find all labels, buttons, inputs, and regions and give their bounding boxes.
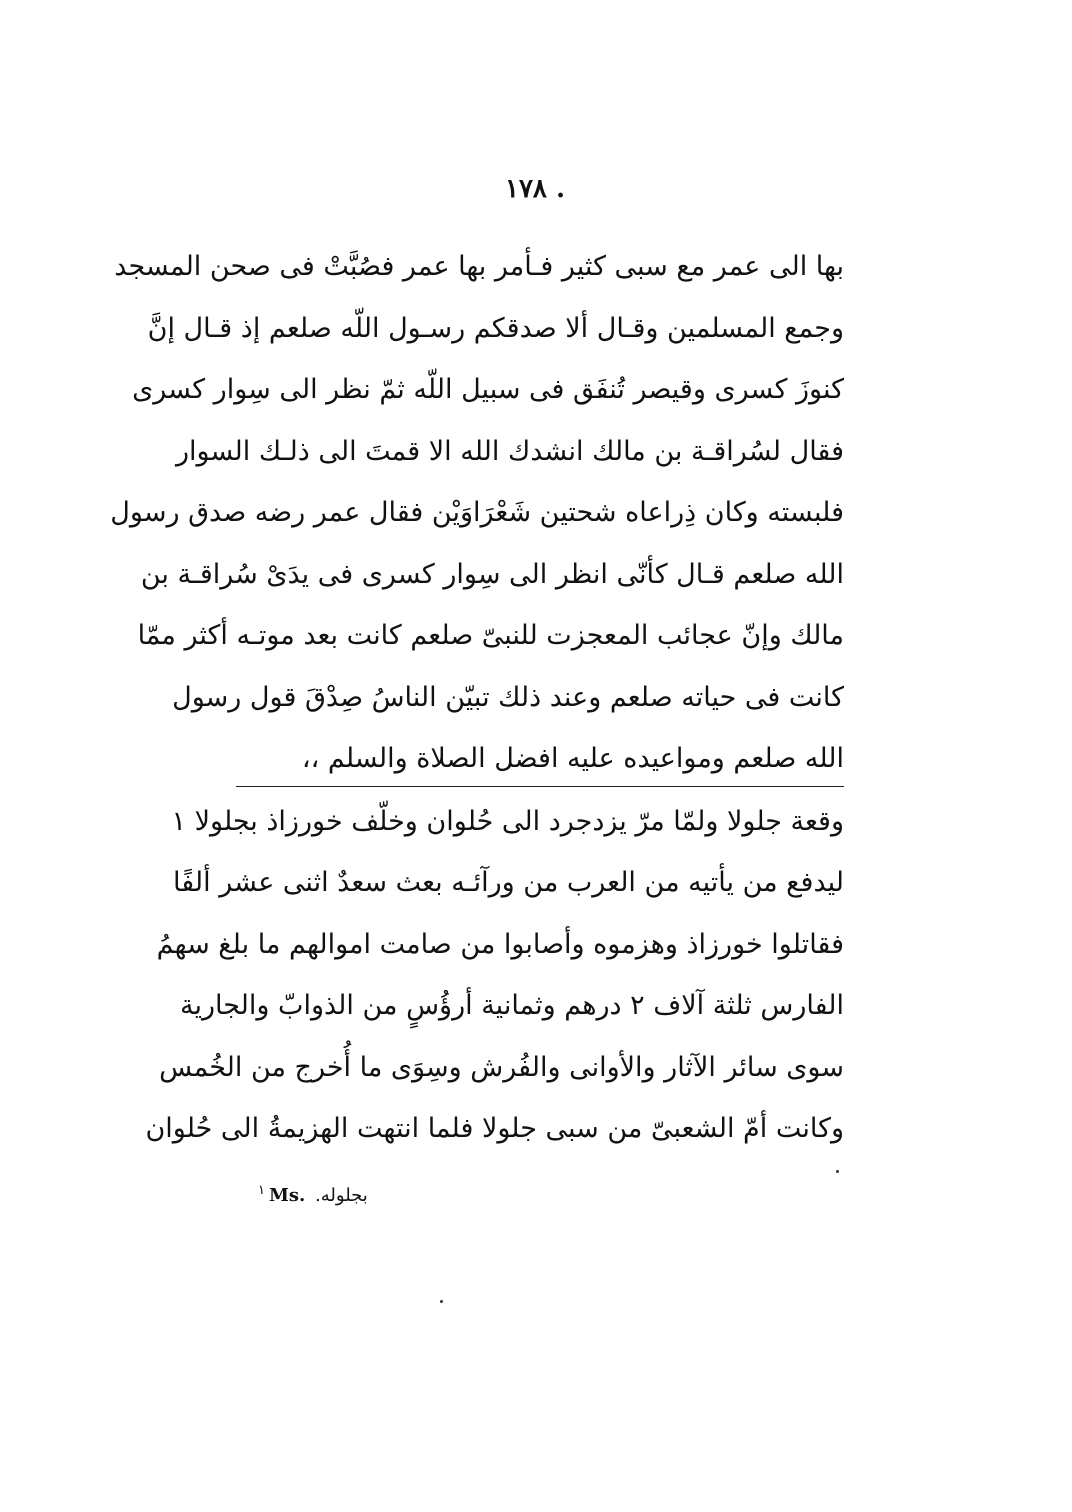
footnote-arabic: بجلوله. bbox=[315, 1185, 368, 1206]
text-line: فقاتلوا خورزاذ وهزموه وأصابوا من صامت اموالهم ما بلغ سهمُ bbox=[156, 928, 844, 960]
text-line: الفارس ثلثة آلاف ٢ درهم وثمانية أرؤُسٍ من الذوابّ والجارية bbox=[180, 990, 844, 1021]
footnote-label: Ms. bbox=[268, 1185, 306, 1206]
text-line: الله صلعم قـال كأنّى انظر الى سِوار كسرى فى يدَىْ سُراقـة بن bbox=[140, 558, 844, 590]
text-line: بها الى عمر مع سبى كثير فـأمر بها عمر فصُبَّتْ فى صحن المسجد bbox=[114, 251, 844, 282]
text-line: وجمع المسلمين وقـال ألا صدقكم رسـول اللّه صلعم إذ قـال إنَّ bbox=[147, 312, 844, 344]
text-line: وكانت أمّ الشعبىّ من سبى جلولا فلما انتهت الهزيمةُ الى حُلوان bbox=[145, 1113, 844, 1144]
scan-speck bbox=[836, 1170, 839, 1173]
text-line: كنوزَ كسرى وقيصر تُنفَق فى سبيل اللّه ثمّ نظر الى سِوار كسرى bbox=[132, 374, 844, 405]
text-line: ليدفع من يأتيه من العرب من ورآئـه بعث سعدٌ اثنى عشر ألفًا bbox=[173, 867, 844, 898]
footnote-mark: ١ bbox=[258, 1183, 265, 1198]
text-line: مالك وإنّ عجائب المعجزت للنبىّ صلعم كانت بعد موتـه أكثر ممّا bbox=[137, 620, 844, 651]
main-text-block bbox=[110, 236, 844, 1160]
text-line: سوى سائر الآثار والأوانى والفُرش وسِوَى ما أُخرج من الخُمس bbox=[159, 1051, 844, 1083]
text-line: فلبسته وكان ذِراعاه شحتين شَعْرَاوَيْن فقال عمر رضه صدق رسول bbox=[110, 497, 844, 528]
text-line: الله صلعم ومواعيده عليه افضل الصلاة والسلم ،، bbox=[301, 743, 844, 774]
text-line: كانت فى حياته صلعم وعند ذلك تبيّن الناسُ صِدْقَ قول رسول bbox=[172, 681, 844, 713]
scan-speck bbox=[440, 1300, 443, 1303]
page-number: . ١٧٨ bbox=[504, 174, 565, 204]
text-line: وقعة جلولا ولمّا مرّ يزدجرد الى حُلوان وخلّف خورزاذ بجلولا ١ bbox=[171, 805, 844, 837]
text-line: فقال لسُراقـة بن مالك انشدك الله الا قمتَ الى ذلـك السوار bbox=[175, 435, 844, 467]
footnote bbox=[258, 1183, 458, 1206]
